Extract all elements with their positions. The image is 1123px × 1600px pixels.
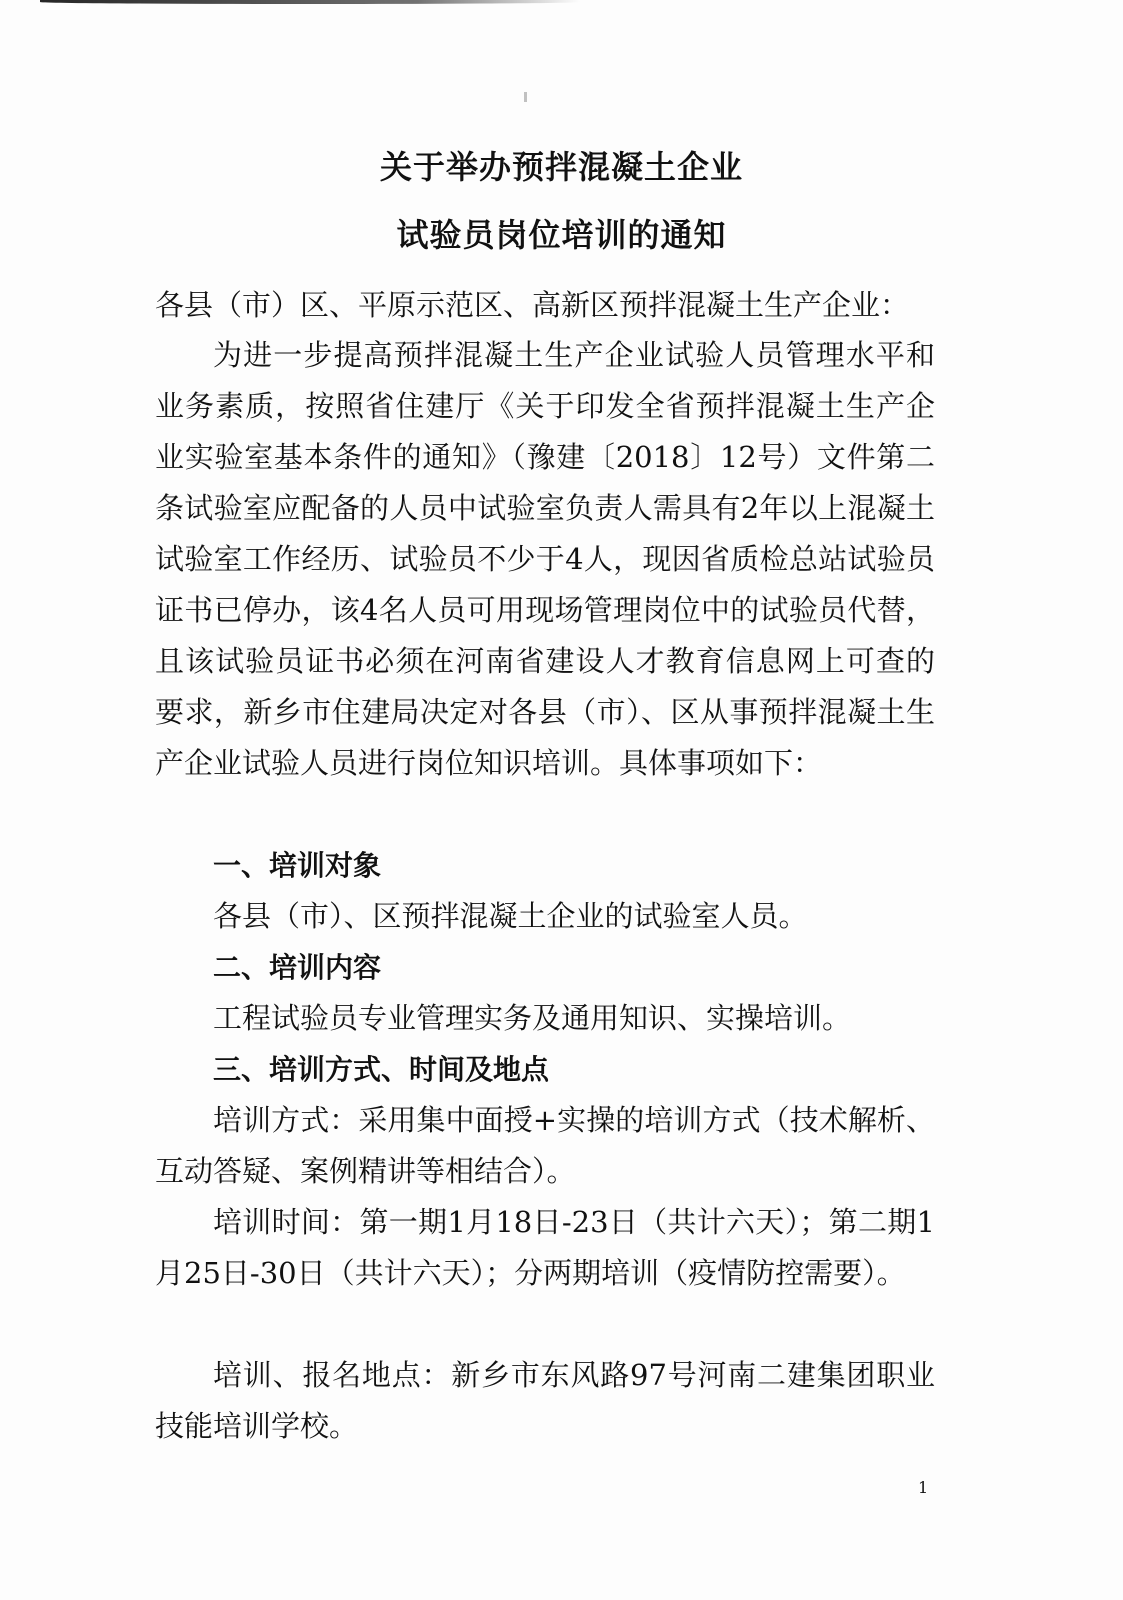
scan-edge-shadow <box>40 0 580 4</box>
title-line-2: 试验员岗位培训的通知 <box>396 216 727 254</box>
scan-speck <box>524 92 527 102</box>
section-heading-method-time-place: 三、培训方式、时间及地点 <box>213 1053 550 1086</box>
page-number: 1 <box>918 1478 929 1497</box>
intro-paragraph: 为进一步提高预拌混凝土生产企业试验人员管理水平和业务素质，按照省住建厅《关于印发全省预拌混凝土生产企业实验室基本条件的通知》（豫建〔2018〕12号）文件第二条试验室应配备的人员中试验室负责人需具有2年以上混凝土试验室工作经历、试验员不少于4人，现因省质检总站试验员证书已停办，该4名人员可用现场管理岗位中的试验员代替，且该试验员证书必须在河南省建设人才教育信息网上可查的要求，新乡市住建局决定对各县（市）、区从事预拌混凝土生产企业试验人员进行岗位知识培训。具体事项如下： <box>155 338 935 780</box>
section-heading-training-target: 一、培训对象 <box>213 849 382 882</box>
training-time-paragraph: 培训时间：第一期1月18日-23日（共计六天）；第二期1月25日-30日（共计六天）；分两期培训（疫情防控需要）。 <box>155 1205 935 1290</box>
training-location-paragraph: 培训、报名地点：新乡市东风路97号河南二建集团职业技能培训学校。 <box>155 1358 935 1443</box>
training-method-paragraph: 培训方式：采用集中面授+实操的培训方式（技术解析、互动答疑、案例精讲等相结合）。 <box>155 1103 935 1188</box>
section-heading-training-content: 二、培训内容 <box>213 951 382 984</box>
section-body-training-content: 工程试验员专业管理实务及通用知识、实操培训。 <box>213 1001 852 1035</box>
salutation: 各县（市）区、平原示范区、高新区预拌混凝土生产企业： <box>155 288 910 322</box>
title-line-1: 关于举办预拌混凝土企业 <box>379 148 743 186</box>
section-body-training-target: 各县（市）、区预拌混凝土企业的试验室人员。 <box>213 899 808 933</box>
